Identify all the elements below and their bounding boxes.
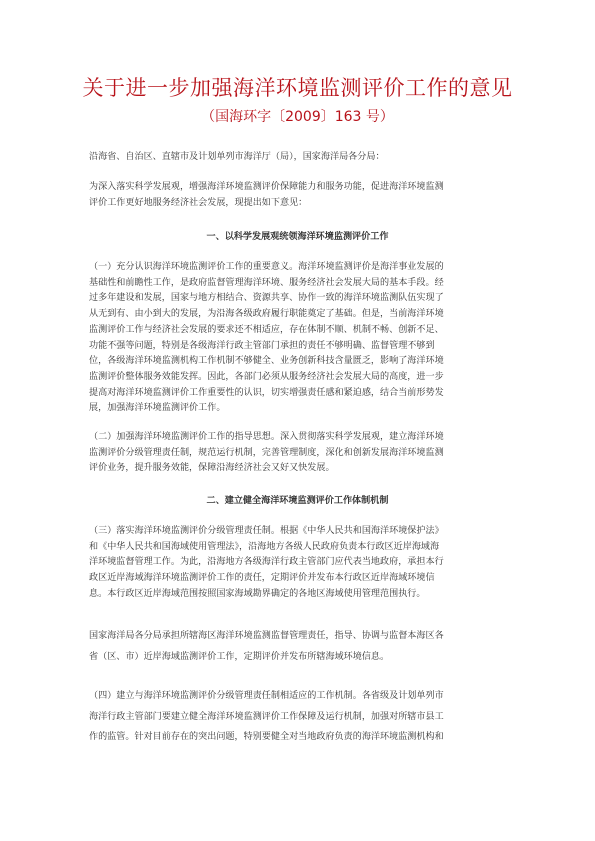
paragraph-5: [89, 686, 509, 748]
salutation: [89, 150, 509, 166]
text-line: 息。本行政区近岸海域范围按照国家海域勘界确定的各地区海域使用管理范围执行。: [89, 588, 426, 599]
text-line: 从无到有、由小到大的发展，为沿海各级政府履行职能奠定了基础。但是，当前海洋环境: [89, 309, 444, 320]
text-line: （一）充分认识海洋环境监测评价工作的重要意义。海洋环境监测评价是海洋事业发展的: [89, 262, 444, 272]
paragraph-2: [89, 430, 509, 477]
text-line: 监测评价工作与经济社会发展的要求还不相适应，存在体制不顺、机制不畅、创新不足、: [89, 324, 444, 335]
text-line: 提高对海洋环境监测评价工作重要性的认识，切实增强责任感和紧迫感，结合当前形势发: [89, 387, 444, 398]
text-line: 监测评价分级管理责任制，规范运行机制，完善管理制度，深化和创新发展海洋环境监测: [89, 447, 444, 458]
document-number: （国海环字〔2009〕163 号）: [201, 109, 394, 125]
section-heading-1: 一、以科学发展观统领海洋环境监测评价工作: [206, 232, 389, 242]
text-line: 政区近岸海域海洋环境监测评价工作的责任，定期评价并发布本行政区近岸海域环境信: [89, 573, 435, 584]
text-line: 功能不强等问题，特别是各级海洋行政主管部门承担的责任不够明确、监督管理不够到: [89, 340, 435, 351]
text-line: 国家海洋局各分局承担所辖海区海洋环境监测监督管理责任，指导、协调与监督本海区各: [89, 631, 444, 641]
text-line: 位，各级海洋环境监测机构工作机制不够健全、业务创新科技含量匮乏，影响了海洋环境: [89, 356, 444, 367]
text-line: （二）加强海洋环境监测评价工作的指导思想。深入贯彻落实科学发展观，建立海洋环境: [89, 432, 444, 442]
paragraph-1: [89, 260, 509, 417]
text-line: 为深入落实科学发展观，增强海洋环境监测评价保障能力和服务功能，促进海洋环境监测: [89, 182, 444, 192]
text-line: （四）建立与海洋环境监测评价分级管理责任制相适应的工作机制。各省级及计划单列市: [89, 691, 444, 701]
text-line: 洋环境监督管理工作。为此，沿海地方各级海洋行政主管部门应代表当地政府，承担本行: [89, 557, 444, 568]
text-line: 过多年建设和发展，国家与地方相结合、资源共享、协作一致的海洋环境监测队伍实现了: [89, 293, 444, 304]
text-line: 基础性和前瞻性工作，是政府监督管理海洋环境、服务经济社会发展大局的基本手段。经: [89, 277, 444, 288]
text-line: 和《中华人民共和国海域使用管理法》，沿海地方各级人民政府负责本行政区近岸海域海: [89, 541, 440, 552]
paragraph-3: [89, 524, 509, 603]
text-line: （三）落实海洋环境监测评价分级管理责任制。根据《中华人民共和国海洋环境保护法》: [89, 526, 444, 536]
text-line: 评价业务，提升服务效能，保障沿海经济社会又好又快发展。: [89, 463, 335, 474]
section-heading-2: 二、建立健全海洋环境监测评价工作体制机制: [206, 496, 389, 506]
text-line: 省（区、市）近岸海域监测评价工作，定期评价并发布所辖海域环境信息。: [89, 651, 390, 662]
text-line: 作的监管。针对目前存在的突出问题，特别要健全对当地政府负责的海洋环境监测机构和: [89, 732, 444, 742]
text-line: 评价工作更好地服务经济社会发展，现提出如下意见：: [89, 197, 308, 208]
text-line: 监测评价整体服务效能发挥。因此，各部门必须从服务经济社会发展大局的高度，进一步: [89, 371, 444, 382]
text-line: 展，加强海洋环境监测评价工作。: [89, 403, 226, 414]
text-line: 海洋行政主管部门要建立健全海洋环境监测评价工作保障及运行机制，加强对所辖市县工: [89, 711, 444, 722]
intro-paragraph: [89, 180, 509, 211]
document-title: 关于进一步加强海洋环境监测评价工作的意见: [82, 76, 513, 100]
salutation-line: 沿海省、自治区、直辖市及计划单列市海洋厅（局），国家海洋局各分局：: [89, 152, 385, 162]
paragraph-4: [89, 626, 509, 667]
